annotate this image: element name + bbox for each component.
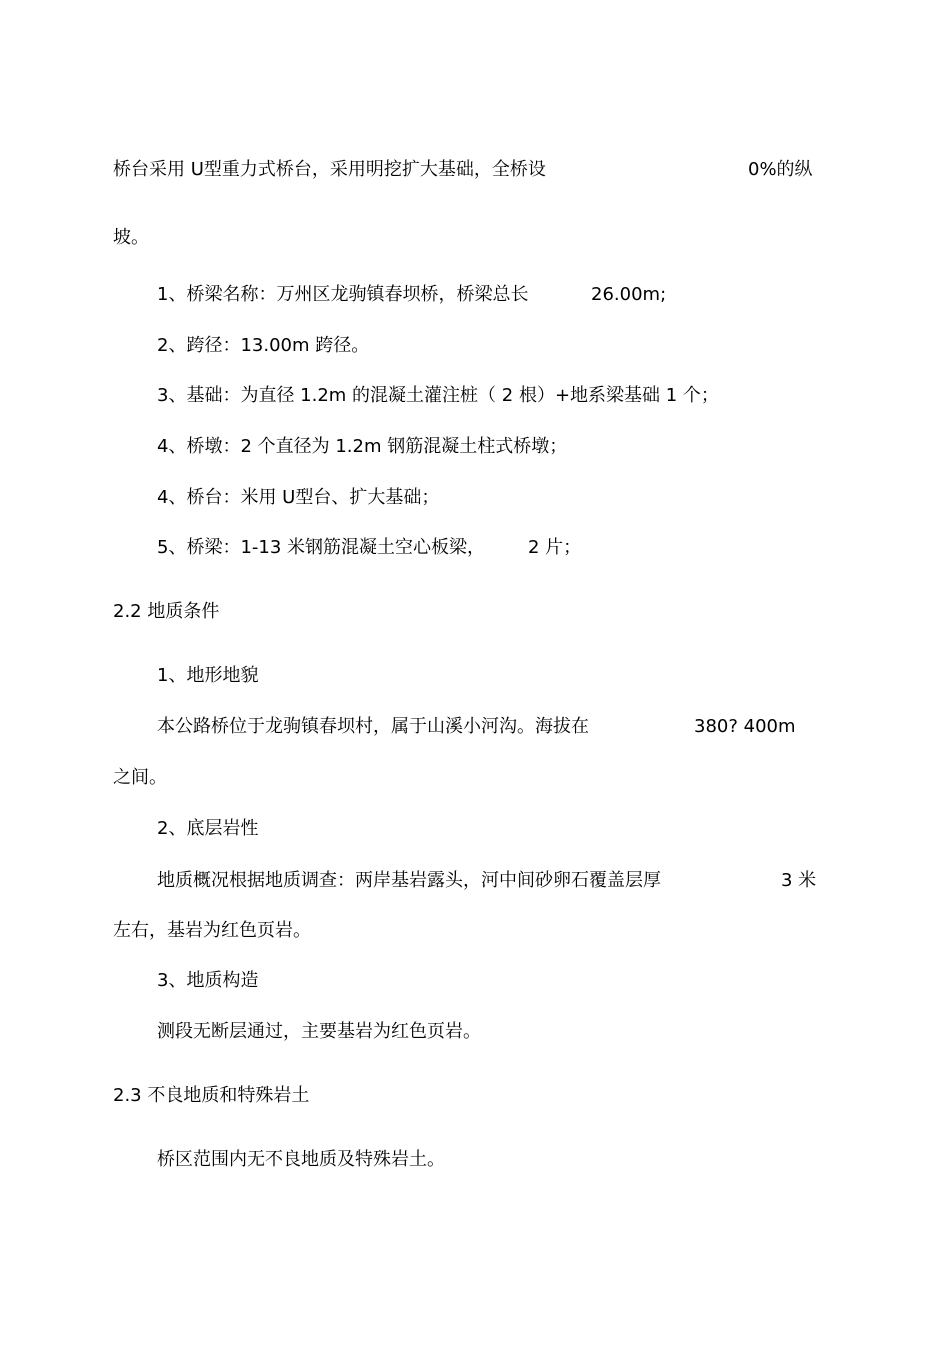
bridge-item-6-text: 5、桥梁：1-13 米钢筋混凝土空心板梁，: [157, 537, 486, 558]
topography-continuation: 之间。: [113, 767, 167, 788]
bridge-item-3: 3、基础：为直径 1.2m 的混凝土灌注桩（ 2 根）+地系梁基础 1 个；: [157, 385, 719, 406]
intro-main-text: 桥台采用 U型重力式桥台，采用明挖扩大基础，全桥设: [113, 159, 546, 180]
structure-heading: 3、地质构造: [157, 970, 259, 991]
bridge-item-5: 4、桥台：米用 U型台、扩大基础；: [157, 487, 440, 508]
bridge-item-4: 4、桥墩：2 个直径为 1.2m 钢筋混凝土柱式桥墩；: [157, 436, 568, 457]
overburden-thickness-value: 3 米: [781, 870, 817, 891]
intro-right-text: 0%的纵: [748, 159, 813, 180]
bridge-item-6-value: 2 片；: [528, 537, 582, 558]
strata-line: [157, 869, 837, 893]
topography-heading: 1、地形地貌: [157, 665, 259, 686]
bridge-item-6: [157, 536, 597, 560]
bridge-item-1: [157, 283, 677, 307]
strata-text: 地质概况根据地质调查：两岸基岩露头，河中间砂卵石覆盖层厚: [157, 870, 661, 891]
structure-text: 测段无断层通过，主要基岩为红色页岩。: [157, 1021, 481, 1042]
section-heading-2-3: 2.3 不良地质和特殊岩土: [113, 1085, 310, 1106]
adverse-geology-text: 桥区范围内无不良地质及特殊岩土。: [157, 1149, 445, 1170]
bridge-item-1-text: 1、桥梁名称：万州区龙驹镇春坝桥，桥梁总长: [157, 284, 529, 305]
bridge-item-1-value: 26.00m;: [591, 284, 667, 305]
elevation-value: 380? 400m: [694, 716, 796, 737]
section-heading-2-2: 2.2 地质条件: [113, 601, 220, 622]
topography-line: [157, 715, 817, 739]
topography-text: 本公路桥位于龙驹镇春坝村，属于山溪小河沟。海拔在: [157, 716, 589, 737]
intro-line: [113, 158, 813, 182]
strata-continuation: 左右，基岩为红色页岩。: [113, 920, 311, 941]
bridge-item-2: 2、跨径：13.00m 跨径。: [157, 335, 370, 356]
strata-heading: 2、底层岩性: [157, 818, 259, 839]
intro-continuation: 坡。: [113, 227, 149, 248]
